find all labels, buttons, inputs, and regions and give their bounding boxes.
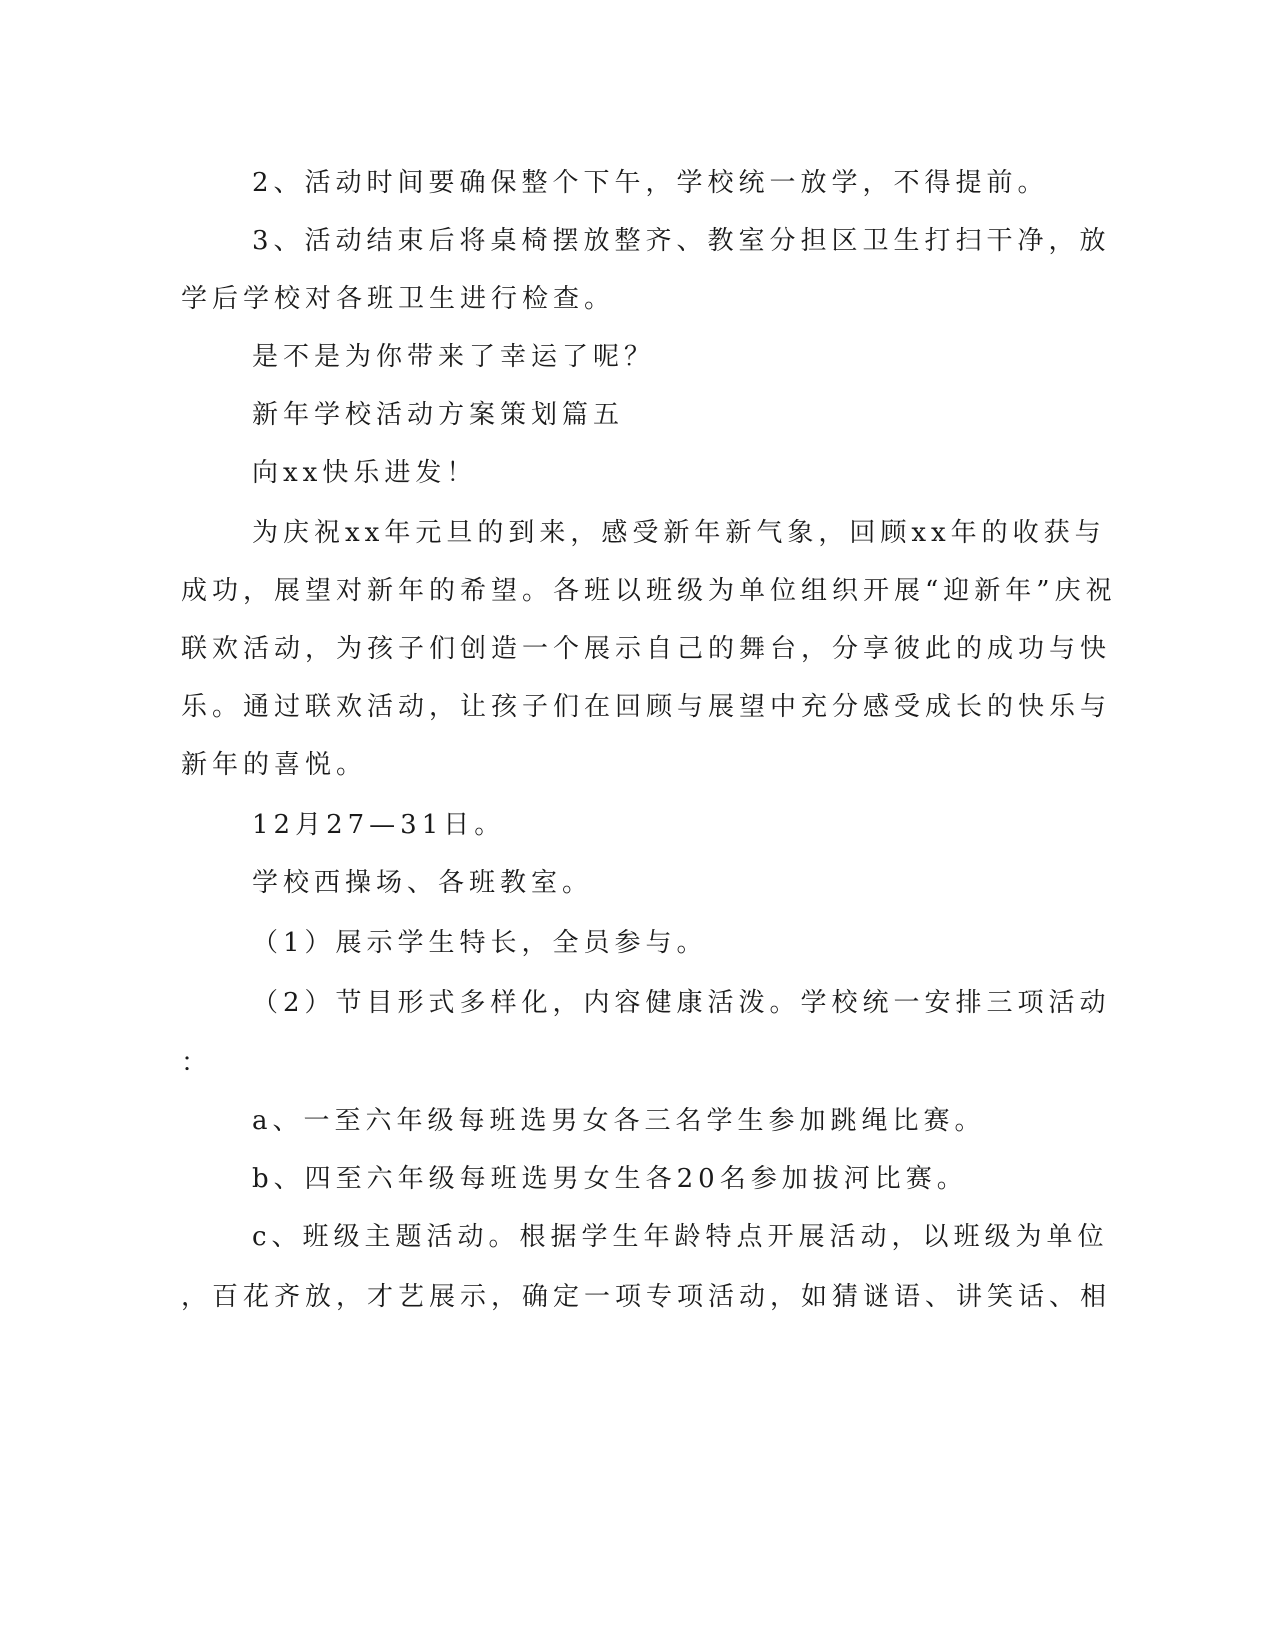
paragraph-line: 成功，展望对新年的希望。各班以班级为单位组织开展“迎新年”庆祝: [181, 576, 1117, 606]
paragraph-line: a、一至六年级每班选男女各三名学生参加跳绳比赛。: [252, 1106, 986, 1136]
paragraph-line: 乐。通过联欢活动，让孩子们在回顾与展望中充分感受成长的快乐与: [181, 692, 1112, 722]
paragraph-line: ，百花齐放，才艺展示，确定一项专项活动，如猜谜语、讲笑话、相: [181, 1282, 1112, 1312]
paragraph-line: 学校西操场、各班教室。: [252, 868, 594, 898]
paragraph-line: 联欢活动，为孩子们创造一个展示自己的舞台，分享彼此的成功与快: [181, 634, 1112, 664]
section-heading: 新年学校活动方案策划篇五: [252, 400, 625, 430]
paragraph-line: 为庆祝xx年元旦的到来，感受新年新气象，回顾xx年的收获与: [252, 518, 1106, 548]
paragraph-line: 12月27—31日。: [252, 810, 506, 840]
paragraph-line: c、班级主题活动。根据学生年龄特点开展活动，以班级为单位: [252, 1222, 1109, 1252]
paragraph-line: （2）节目形式多样化，内容健康活泼。学校统一安排三项活动: [252, 988, 1111, 1018]
paragraph-line: 是不是为你带来了幸运了呢？: [252, 342, 656, 372]
paragraph-line: 向xx快乐进发！: [252, 458, 478, 488]
paragraph-line: 2、活动时间要确保整个下午，学校统一放学，不得提前。: [252, 168, 1049, 198]
paragraph-line: 新年的喜悦。: [181, 750, 368, 780]
paragraph-line: 学后学校对各班卫生进行检查。: [181, 284, 616, 314]
paragraph-line: ：: [181, 1048, 213, 1078]
paragraph-line: 3、活动结束后将桌椅摆放整齐、教室分担区卫生打扫干净，放: [252, 226, 1111, 256]
paragraph-line: （1）展示学生特长，全员参与。: [252, 928, 708, 958]
paragraph-line: b、四至六年级每班选男女生各20名参加拔河比赛。: [252, 1164, 968, 1194]
